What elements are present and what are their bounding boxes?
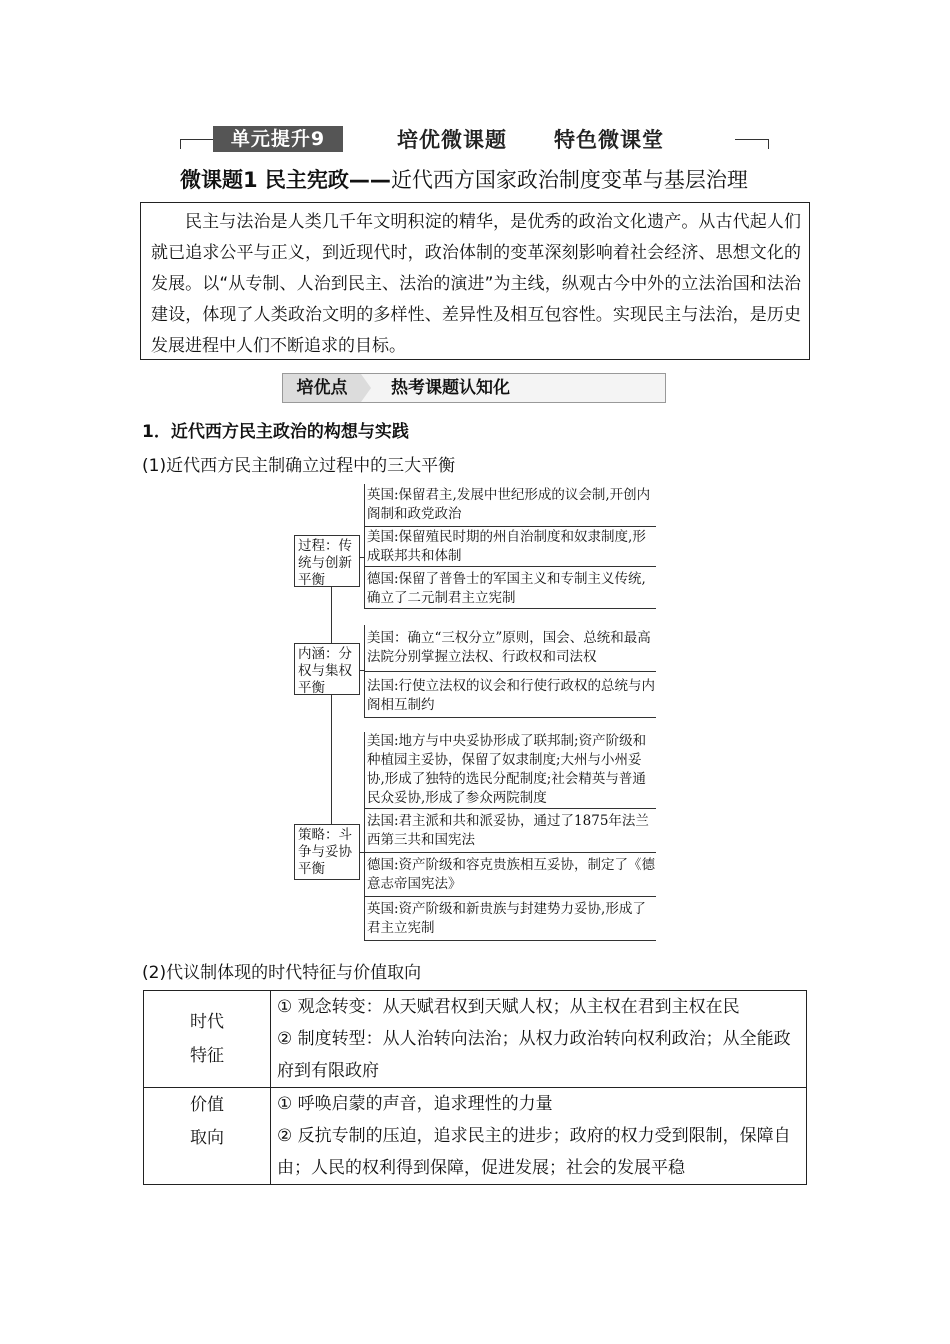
banner-left-label: 培优点: [283, 374, 361, 402]
header-tick-left: [180, 139, 181, 149]
leaf-line-1-1: [364, 526, 656, 527]
leaf-1-2: 美国:保留殖民时期的州自治制度和奴隶制度,形成联邦共和体制: [367, 529, 646, 564]
diagram-spine: [331, 556, 332, 856]
header-rule-left: [180, 139, 213, 140]
section-heading: 1．近代西方民主政治的构想与实践: [142, 422, 409, 442]
section-banner: [282, 373, 666, 403]
leaf-2-2: 法国:行使立法权的议会和行使行政权的总统与内阁相互制约: [367, 678, 656, 713]
diagram-node-strategy: 策略：斗争与妥协平衡: [294, 824, 360, 880]
header-title-left: 培优微课题: [397, 128, 507, 152]
unit-tag: 单元提升9: [213, 126, 343, 152]
leaf-line-3-1: [364, 808, 656, 809]
subtitle-normal: 近代西方国家政治制度变革与基层治理: [390, 168, 748, 192]
node3-bracket: [364, 732, 365, 940]
subtitle-bold: 微课题1 民主宪政——: [180, 168, 391, 192]
leaf-3-1: 美国:地方与中央妥协形成了联邦制;资产阶级和种植园主妥协，保留了奴隶制度;大州与小州妥协,形成了独特的选民分配制度;社会精英与普通民众妥协,形成了参众两院制度: [367, 733, 647, 806]
leaf-line-2-1: [364, 671, 656, 672]
leaf-1-1: 英国:保留君主,发展中世纪形成的议会制,开创内阁制和政党政治: [367, 487, 651, 522]
table-row-header: [144, 1088, 271, 1185]
banner-arrow-icon: [361, 374, 371, 402]
header-title-right: 特色微课堂: [554, 128, 664, 152]
feature-table: [143, 990, 807, 1185]
table-row-content: [271, 1088, 807, 1185]
subheading-1: (1)近代西方民主制确立过程中的三大平衡: [142, 456, 456, 476]
table-line: ② 制度转型：从人治转向法治；从权力政治转向权利政治；从全能政府到有限政府: [277, 1029, 791, 1081]
subheading-2: (2)代议制体现的时代特征与价值取向: [142, 963, 422, 983]
leaf-3-2: 法国:君主派和共和派妥协，通过了1875年法兰西第三共和国宪法: [367, 813, 649, 848]
node1-bracket: [364, 484, 365, 608]
leaf-line-2-2: [364, 717, 656, 718]
leaf-line-1-3: [364, 608, 656, 609]
leaf-3-3: 德国:资产阶级和容克贵族相互妥协，制定了《德意志帝国宪法》: [367, 857, 656, 892]
table-line: ① 呼唤启蒙的声音，追求理性的力量: [277, 1094, 553, 1114]
header-rule-right: [735, 139, 769, 140]
leaf-line-3-3: [364, 896, 656, 897]
diagram-node-process: 过程：传统与创新平衡: [294, 535, 360, 587]
row-header-text: 时代特征: [190, 1012, 224, 1066]
table-line: ② 反抗专制的压迫，追求民主的进步；政府的权力受到限制，保障自由；人民的权利得到保障，促进发展；社会的发展平稳: [277, 1126, 791, 1178]
table-row-content: [271, 991, 807, 1088]
table-row-header: [144, 991, 271, 1088]
page-title: [180, 164, 748, 194]
leaf-3-4: 英国:资产阶级和新贵族与封建势力妥协,形成了君主立宪制: [367, 901, 646, 936]
table-row: [144, 991, 807, 1088]
table-line: ① 观念转变：从天赋君权到天赋人权；从主权在君到主权在民: [277, 997, 740, 1017]
leaf-line-1-2: [364, 566, 656, 567]
leaf-2-1: 美国：确立“三权分立”原则，国会、总统和最高法院分别掌握立法权、行政权和司法权: [367, 630, 651, 665]
diagram-node-connotation: 内涵：分权与集权平衡: [294, 643, 360, 695]
row-header-text: 价值取向: [190, 1095, 224, 1148]
leaf-1-3: 德国:保留了普鲁士的军国主义和专制主义传统,确立了二元制君主立宪制: [367, 571, 646, 606]
leaf-line-3-2: [364, 852, 656, 853]
leaf-line-3-4: [364, 940, 656, 941]
table-row: [144, 1088, 807, 1185]
banner-right-label: 热考课题认知化: [391, 378, 510, 398]
intro-box: 民主与法治是人类几千年文明积淀的精华，是优秀的政治文化遗产。从古代起人们就已追求公平与正义，到近现代时，政治体制的变革深刻影响着社会经济、思想文化的发展。以“从专制、人治到民主、法治的演进”为主线，纵观古今中外的立法治国和法治建设，体现了人类政治文明的多样性、差异性及相互包容性。实现民主与法治，是历史发展进程中人们不断追求的目标。: [140, 202, 810, 360]
header-tick-right: [768, 139, 769, 149]
